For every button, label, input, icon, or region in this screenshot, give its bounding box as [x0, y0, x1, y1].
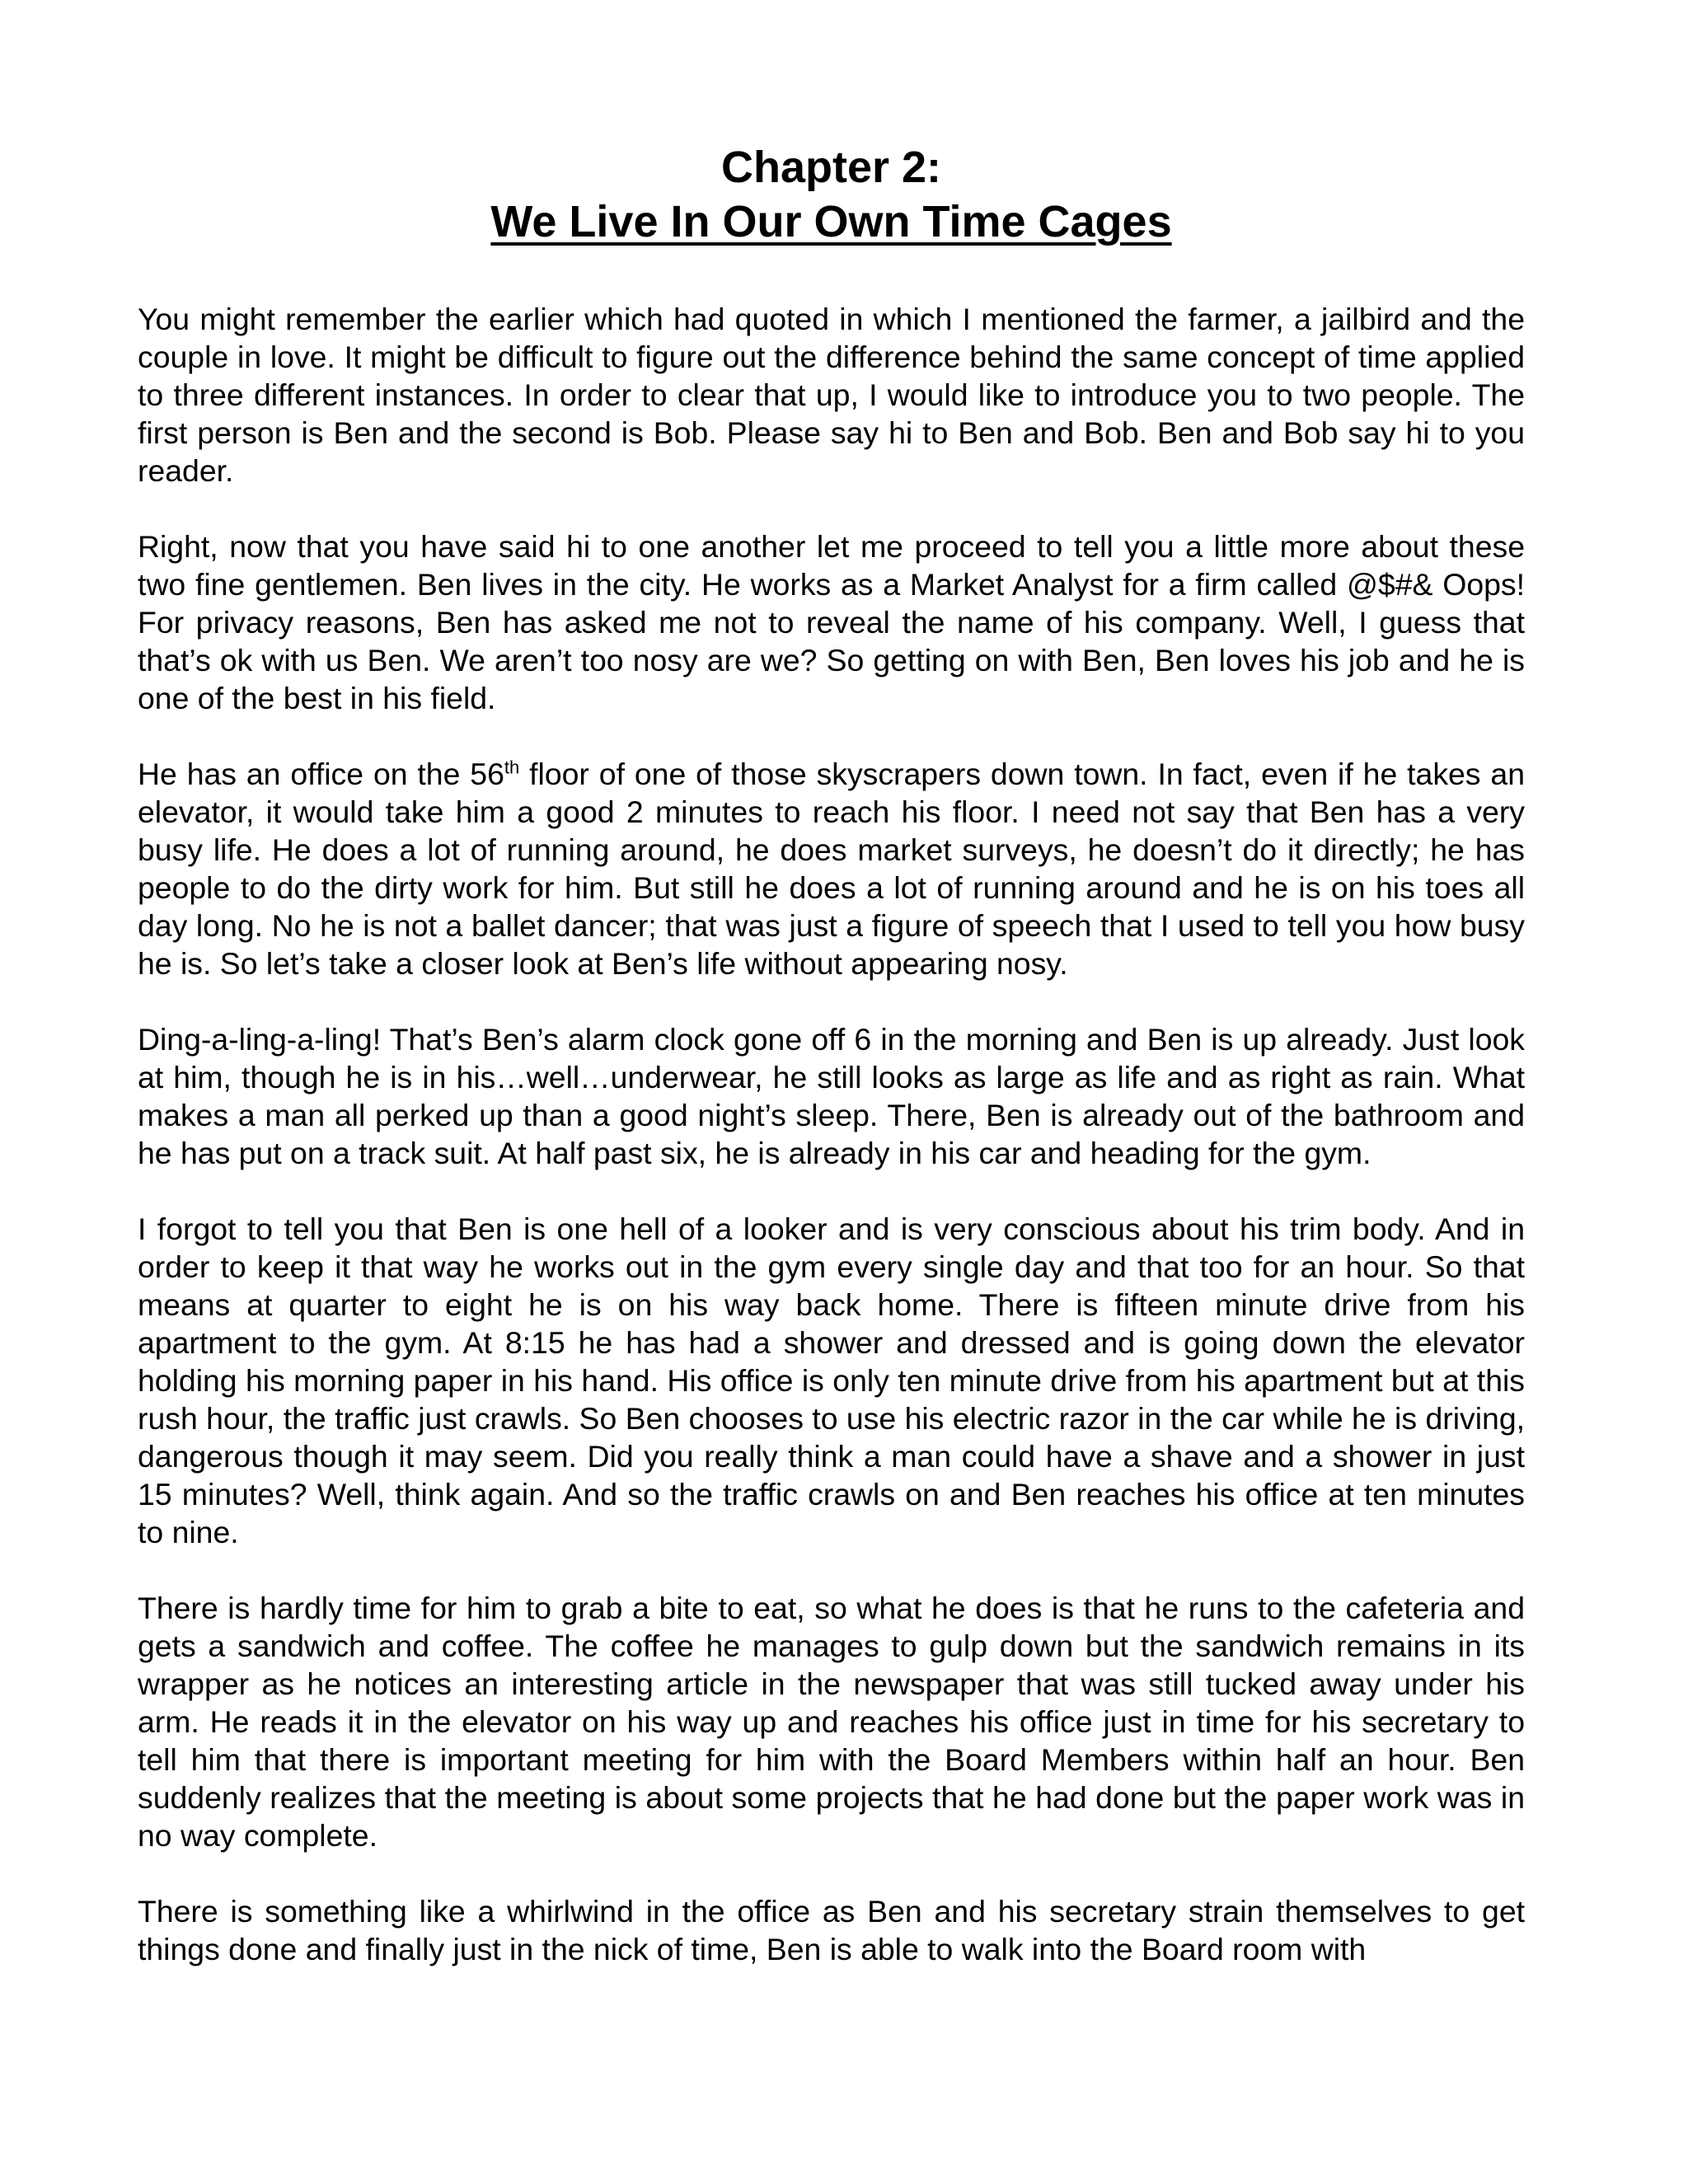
chapter-heading	[138, 140, 1525, 249]
paragraph-3-rest: floor of one of those skyscrapers down town. In fact, even if he takes an elevator, it would take him a good 2 minutes to reach his floor. I need not say that Ben has a very busy life. He does a lot of running around, he does market surveys, he doesn’t do it directly; he has people to do the dirty work for him. But still he does a lot of running around and he is on his toes all day long. No he is not a ballet dancer; that was just a figure of speech that I used to tell you how busy he is. So let’s take a closer look at Ben’s life without appearing nosy.	[138, 757, 1525, 981]
ordinal-superscript: th	[504, 757, 520, 778]
paragraph-1: You might remember the earlier which had quoted in which I mentioned the farmer, a jailbird and the couple in love. It might be difficult to figure out the difference behind the same concept of time applied to three different instances. In order to clear that up, I would like to introduce you to two people. The first person is Ben and the second is Bob. Please say hi to Ben and Bob. Ben and Bob say hi to you reader.	[138, 302, 1525, 488]
paragraph-3-start: He has an office on the 56	[138, 757, 504, 791]
paragraph-3	[138, 755, 1525, 982]
document-page	[138, 140, 1525, 2006]
paragraph-6: There is hardly time for him to grab a bite to eat, so what he does is that he runs to the cafeteria and gets a sandwich and coffee. The coffee he manages to gulp down but the sandwich remains in its wrapper as he notices an interesting article in the newspaper that was still tucked away under his arm. He reads it in the elevator on his way up and reaches his office just in time for his secretary to tell him that there is important meeting for him with the Board Members within half an hour. Ben suddenly realizes that the meeting is about some projects that he had done but the paper work was in no way complete.	[138, 1591, 1525, 1853]
paragraph-4: Ding-a-ling-a-ling! That’s Ben’s alarm clock gone off 6 in the morning and Ben is up already. Just look at him, though he is in his…well…underwear, he still looks as large as life and as right as rain. What makes a man all perked up than a good night’s sleep. There, Ben is already out of the bathroom and he has put on a track suit. At half past six, he is already in his car and heading for the gym.	[138, 1022, 1525, 1170]
paragraph-2: Right, now that you have said hi to one another let me proceed to tell you a little more about these two fine gentlemen. Ben lives in the city. He works as a Market Analyst for a firm called @$#& Oops! For privacy reasons, Ben has asked me not to reveal the name of his company. Well, I guess that that’s ok with us Ben. We aren’t too nosy are we? So getting on with Ben, Ben loves his job and he is one of the best in his field.	[138, 529, 1525, 715]
chapter-title: We Live In Our Own Time Cages	[490, 197, 1172, 246]
paragraph-5: I forgot to tell you that Ben is one hell of a looker and is very conscious about his trim body. And in order to keep it that way he works out in the gym every single day and that too for an hour. So that means at quarter to eight he is on his way back home. There is fifteen minute drive from his apartment to the gym. At 8:15 he has had a shower and dressed and is going down the elevator holding his morning paper in his hand. His office is only ten minute drive from his apartment but at this rush hour, the traffic just crawls. So Ben chooses to use his electric razor in the car while he is driving, dangerous though it may seem. Did you really think a man could have a shave and a shower in just 15 minutes? Well, think again. And so the traffic crawls on and Ben reaches his office at ten minutes to nine.	[138, 1212, 1525, 1549]
chapter-label: Chapter 2:	[720, 143, 942, 192]
paragraph-7: There is something like a whirlwind in the office as Ben and his secretary strain themselves to get things done and finally just in the nick of time, Ben is able to walk into the Board room with	[138, 1894, 1525, 1966]
